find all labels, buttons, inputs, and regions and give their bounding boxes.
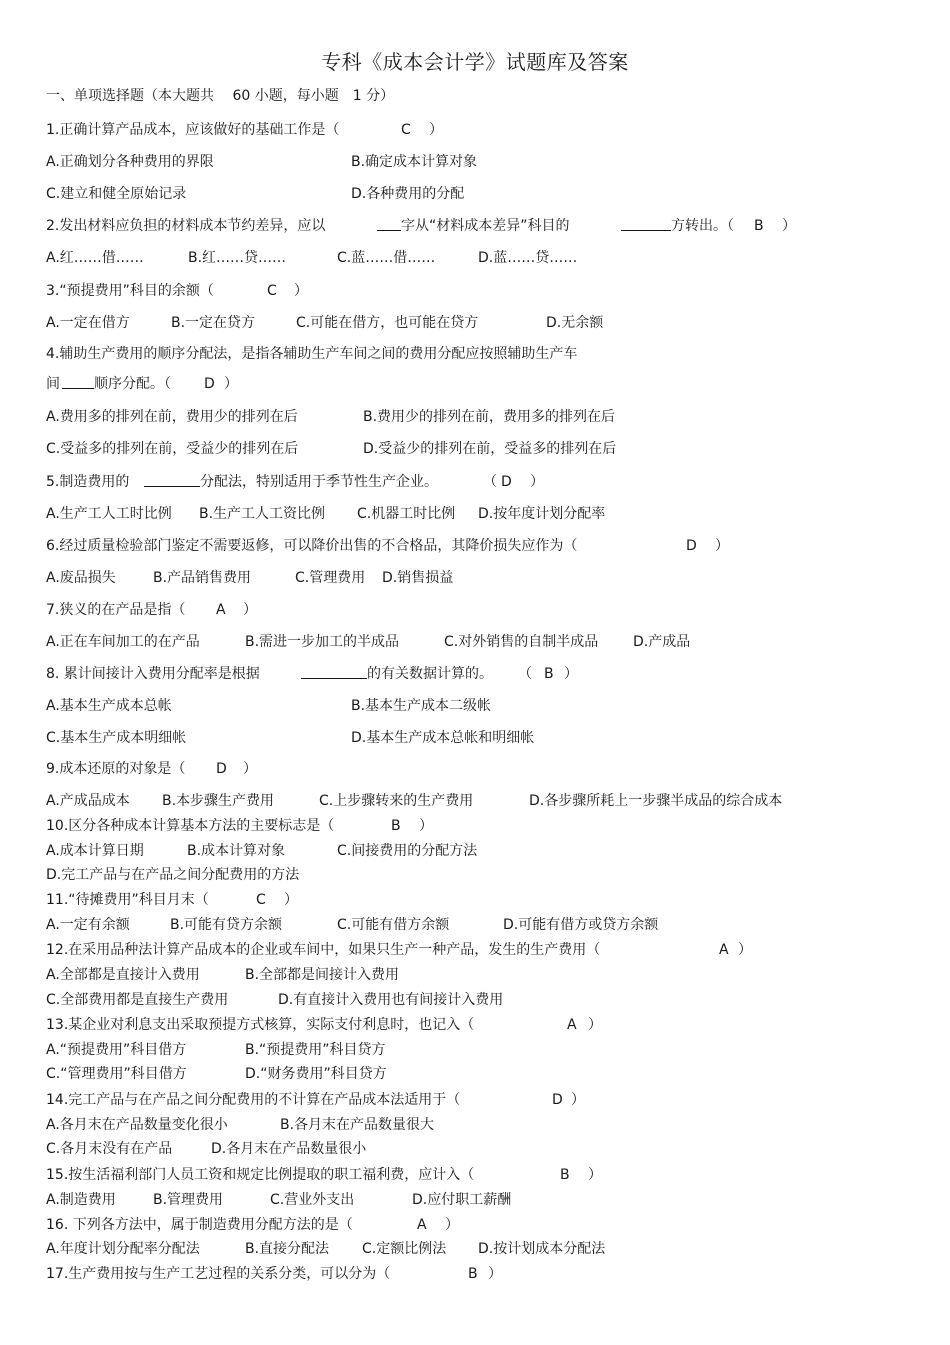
option-a: A.基本生产成本总帐	[46, 698, 172, 714]
option-c: C.间接费用的分配方法	[337, 843, 478, 859]
question-3-options	[46, 312, 916, 334]
question-10-options	[46, 840, 916, 862]
option-d: D.完工产品与在产品之间分配费用的方法	[46, 867, 300, 883]
question-14-options-2	[46, 1138, 916, 1160]
option-b: B.管理费用	[153, 1192, 224, 1208]
option-a: A.产成品成本	[46, 793, 130, 809]
answer-key: B	[468, 1266, 478, 1282]
option-d: D.按年度计划分配率	[478, 506, 606, 522]
option-b: B.确定成本计算对象	[351, 154, 478, 170]
option-a: A.成本计算日期	[46, 843, 144, 859]
question-stem: 字从“材料成本差异”科目的	[401, 218, 570, 234]
answer-close: ）	[488, 1266, 502, 1282]
question-8	[46, 663, 916, 685]
question-17	[46, 1263, 916, 1285]
option-c: C.可能在借方，也可能在贷方	[296, 315, 479, 331]
option-b: B.可能有贷方余额	[170, 917, 283, 933]
question-stem: 8. 累计间接计入费用分配率是根据	[46, 666, 260, 682]
option-c: C.“管理费用”科目借方	[46, 1066, 187, 1082]
answer-key: D	[501, 474, 512, 490]
option-c: C.管理费用	[295, 570, 366, 586]
option-c: C.蓝……借……	[337, 250, 436, 266]
option-b: B.生产工人工资比例	[199, 506, 326, 522]
answer-key: A	[719, 942, 729, 958]
answer-close: ）	[243, 761, 257, 777]
question-stem: 方转出。（	[671, 218, 734, 234]
option-d: D.有直接计入费用也有间接计入费用	[278, 992, 504, 1008]
option-d: D.产成品	[633, 634, 691, 650]
question-stem: 6.经过质量检验部门鉴定不需要返修，可以降价出售的不合格品，其降价损失应作为（	[46, 538, 578, 554]
option-a: A.红……借……	[46, 250, 144, 266]
answer-blank	[301, 678, 367, 679]
answer-blank	[621, 230, 671, 231]
section-heading: 一、单项选择题（本大题共 60 小题，每小题 1 分）	[46, 88, 395, 104]
question-9	[46, 758, 916, 780]
question-14-options-1	[46, 1114, 916, 1136]
option-d: D.各种费用的分配	[351, 186, 465, 202]
question-15-options	[46, 1189, 916, 1211]
answer-key: B	[544, 666, 554, 682]
option-d: D.各步骤所耗上一步骤半成品的综合成本	[529, 793, 783, 809]
option-b: B.“预提费用”科目贷方	[245, 1042, 386, 1058]
question-5	[46, 471, 916, 493]
question-8-options-1	[46, 695, 916, 717]
answer-close: ）	[284, 892, 298, 908]
question-12	[46, 939, 916, 961]
question-3	[46, 280, 916, 302]
question-stem: 1.正确计算产品成本，应该做好的基础工作是（	[46, 122, 340, 138]
question-stem: 7.狭义的在产品是指（	[46, 602, 186, 618]
answer-key: D	[686, 538, 697, 554]
option-b: B.费用少的排列在前，费用多的排列在后	[363, 409, 616, 425]
answer-close: ）	[243, 602, 257, 618]
option-a: A.正确划分各种费用的界限	[46, 154, 214, 170]
answer-key: B	[560, 1167, 570, 1183]
question-stem: 13.某企业对利息支出采取预提方式核算，实际支付利息时，也记入（	[46, 1017, 475, 1033]
option-b: B.一定在贷方	[171, 315, 256, 331]
question-15	[46, 1164, 916, 1186]
question-7	[46, 599, 916, 621]
question-12-options-2	[46, 989, 916, 1011]
question-1	[46, 119, 916, 141]
answer-close: ）	[224, 376, 238, 392]
option-d: D.各月末在产品数量很小	[211, 1141, 367, 1157]
question-8-options-2	[46, 727, 916, 749]
option-c: C.各月末没有在产品	[46, 1141, 173, 1157]
answer-key: A	[216, 602, 226, 618]
question-14	[46, 1089, 916, 1111]
option-c: C.受益多的排列在前，受益少的排列在后	[46, 441, 299, 457]
option-b: B.红……贷……	[188, 250, 287, 266]
question-2	[46, 215, 916, 237]
option-d: D.按计划成本分配法	[478, 1241, 606, 1257]
option-b: B.全部都是间接计入费用	[245, 967, 400, 983]
answer-key: A	[417, 1217, 427, 1233]
answer-close: ）	[588, 1167, 602, 1183]
question-13-options-1	[46, 1039, 916, 1061]
option-c: C.基本生产成本明细帐	[46, 730, 187, 746]
option-c: C.建立和健全原始记录	[46, 186, 187, 202]
question-stem: 17.生产费用按与生产工艺过程的关系分类，可以分为（	[46, 1266, 391, 1282]
answer-blank	[62, 388, 94, 389]
option-a: A.废品损失	[46, 570, 116, 586]
question-9-options	[46, 790, 916, 812]
option-b: B.成本计算对象	[187, 843, 286, 859]
option-a: A.一定在借方	[46, 315, 130, 331]
answer-close: ）	[738, 942, 752, 958]
question-stem: 12.在采用品种法计算产品成本的企业或车间中，如果只生产一种产品，发生的生产费用（	[46, 942, 601, 958]
question-stem: 9.成本还原的对象是（	[46, 761, 186, 777]
question-stem: 顺序分配。（	[94, 376, 171, 392]
answer-close: ）	[715, 538, 729, 554]
option-a: A.各月末在产品数量变化很小	[46, 1117, 228, 1133]
option-a: A.全部都是直接计入费用	[46, 967, 200, 983]
question-11-options	[46, 914, 916, 936]
answer-close: ）	[419, 818, 433, 834]
answer-close: ）	[571, 1092, 585, 1108]
option-a: A.年度计划分配率分配法	[46, 1241, 200, 1257]
option-c: C.定额比例法	[362, 1241, 447, 1257]
question-11	[46, 889, 916, 911]
option-a: A.制造费用	[46, 1192, 116, 1208]
answer-open: （	[483, 474, 497, 490]
option-a: A.费用多的排列在前，费用少的排列在后	[46, 409, 298, 425]
question-4	[46, 343, 916, 365]
option-d: D.应付职工薪酬	[412, 1192, 512, 1208]
question-stem: 间	[46, 376, 60, 392]
page-title: 专科《成本会计学》试题库及答案	[321, 50, 629, 74]
answer-close: ）	[782, 218, 796, 234]
answer-key: C	[267, 283, 277, 299]
question-16-options	[46, 1238, 916, 1260]
answer-close: ）	[429, 122, 443, 138]
answer-key: C	[256, 892, 266, 908]
question-6-options	[46, 567, 916, 589]
option-c: C.可能有借方余额	[337, 917, 450, 933]
answer-close: ）	[294, 283, 308, 299]
question-13	[46, 1014, 916, 1036]
question-stem: 2.发出材料应负担的材料成本节约差异，应以	[46, 218, 326, 234]
answer-close: ）	[588, 1017, 602, 1033]
question-stem: 16. 下列各方法中，属于制造费用分配方法的是（	[46, 1217, 353, 1233]
answer-key: B	[391, 818, 401, 834]
question-stem: 的有关数据计算的。	[367, 666, 493, 682]
option-a: A.“预提费用”科目借方	[46, 1042, 187, 1058]
option-b: B.各月末在产品数量很大	[280, 1117, 435, 1133]
option-b: B.需进一步加工的半成品	[245, 634, 400, 650]
question-2-options	[46, 247, 916, 269]
option-d: D.受益少的排列在前，受益多的排列在后	[363, 441, 617, 457]
question-stem: 15.按生活福利部门人员工资和规定比例提取的职工福利费，应计入（	[46, 1167, 475, 1183]
question-5-options	[46, 503, 916, 525]
option-c: C.上步骤转来的生产费用	[319, 793, 474, 809]
option-a: A.正在车间加工的在产品	[46, 634, 200, 650]
answer-blank	[144, 486, 200, 487]
option-d: D.销售损益	[382, 570, 454, 586]
option-a: A.一定有余额	[46, 917, 130, 933]
option-b: B.本步骤生产费用	[162, 793, 275, 809]
option-c: C.机器工时比例	[357, 506, 456, 522]
option-b: B.直接分配法	[245, 1241, 330, 1257]
answer-blank	[377, 230, 401, 231]
answer-close: ）	[445, 1217, 459, 1233]
question-10-options-2	[46, 864, 916, 886]
question-stem: 14.完工产品与在产品之间分配费用的不计算在产品成本法适用于（	[46, 1092, 461, 1108]
question-16	[46, 1214, 916, 1236]
answer-open: （	[518, 666, 532, 682]
answer-key: D	[552, 1092, 563, 1108]
question-4-options-2	[46, 438, 916, 460]
answer-close: ）	[530, 474, 544, 490]
option-d: D.无余额	[546, 315, 604, 331]
question-12-options-1	[46, 964, 916, 986]
option-a: A.生产工人工时比例	[46, 506, 172, 522]
question-1-options-1	[46, 151, 916, 173]
question-4-line-2	[46, 373, 916, 395]
option-c: C.全部费用都是直接生产费用	[46, 992, 229, 1008]
question-6	[46, 535, 916, 557]
question-stem: 4.辅助生产费用的顺序分配法，是指各辅助生产车间之间的费用分配应按照辅助生产车	[46, 346, 578, 362]
answer-key: A	[567, 1017, 577, 1033]
question-stem: 10.区分各种成本计算基本方法的主要标志是（	[46, 818, 335, 834]
answer-key: D	[216, 761, 227, 777]
option-c: C.对外销售的自制半成品	[444, 634, 599, 650]
option-d: D.“财务费用”科目贷方	[245, 1066, 387, 1082]
answer-close: ）	[564, 666, 578, 682]
question-7-options	[46, 631, 916, 653]
question-stem: 5.制造费用的	[46, 474, 130, 490]
question-13-options-2	[46, 1063, 916, 1085]
question-1-options-2	[46, 183, 916, 205]
answer-key: D	[204, 376, 215, 392]
option-b: B.基本生产成本二级帐	[351, 698, 492, 714]
question-10	[46, 815, 916, 837]
option-b: B.产品销售费用	[153, 570, 252, 586]
answer-key: B	[754, 218, 764, 234]
answer-key: C	[401, 122, 411, 138]
option-c: C.营业外支出	[270, 1192, 355, 1208]
question-stem: 分配法，特别适用于季节性生产企业。	[200, 474, 438, 490]
question-4-options-1	[46, 406, 916, 428]
option-d: D.基本生产成本总帐和明细帐	[351, 730, 535, 746]
option-d: D.可能有借方或贷方余额	[503, 917, 659, 933]
question-stem: 11.“待摊费用”科目月末（	[46, 892, 209, 908]
option-d: D.蓝……贷……	[478, 250, 578, 266]
question-stem: 3.“预提费用”科目的余额（	[46, 283, 214, 299]
